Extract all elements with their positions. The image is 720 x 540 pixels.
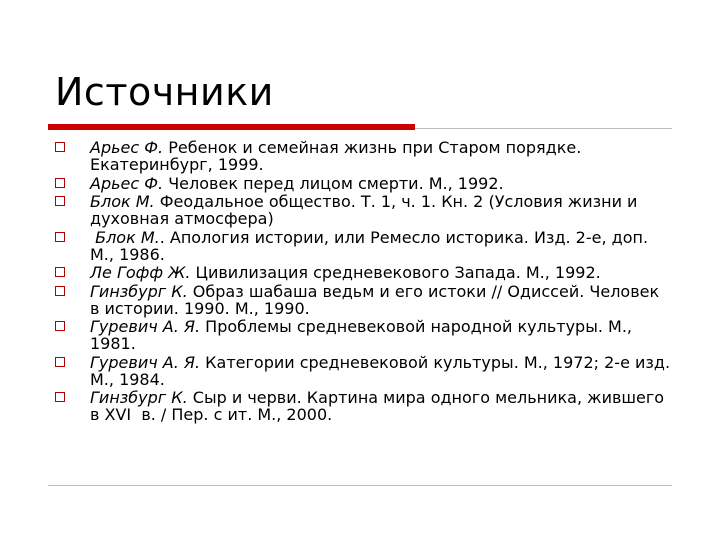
list-item (52, 175, 672, 192)
hollow-square-icon (55, 357, 65, 367)
hollow-square-icon (55, 142, 65, 152)
sources-list (52, 139, 672, 425)
item-text: Образ шабаша ведьм и его истоки // Одиссей. Человек в истории. 1990. М., 1990. (90, 281, 660, 318)
item-text: Феодальное общество. Т. 1, ч. 1. Кн. 2 (Условия жизни и духовная атмосфера) (90, 192, 638, 228)
hollow-square-icon (55, 196, 65, 206)
hollow-square-icon (55, 321, 65, 331)
list-item (52, 193, 672, 227)
list-item (52, 139, 672, 173)
item-text: Проблемы средневековой народной культуры. М., 1981. (90, 317, 632, 353)
list-item (52, 354, 672, 388)
bottom-rule (48, 485, 672, 486)
list-item (52, 229, 672, 263)
item-text: Сыр и черви. Картина мира одного мельника, жившего в XVI в. / Пер. с ит. М., 2000. (90, 388, 670, 424)
slide-title: Источники (55, 70, 274, 114)
item-author: Блок М. (90, 192, 155, 211)
hollow-square-icon (55, 267, 65, 277)
hollow-square-icon (55, 232, 65, 242)
item-author: Блок М. (90, 227, 160, 247)
list-item (52, 283, 672, 317)
item-text: Категории средневековой культуры. М., 1972; 2-е изд. М., 1984. (90, 352, 671, 389)
item-text: Человек перед лицом смерти. М., 1992. (163, 173, 504, 193)
item-author: Арьес Ф. (90, 138, 164, 157)
item-author: Гинзбург К. (90, 388, 188, 407)
list-item (52, 389, 672, 423)
item-author: Гинзбург К. (90, 281, 188, 301)
list-item (52, 264, 672, 281)
item-text: . Апология истории, или Ремесло историка. Изд. 2-е, доп. М., 1986. (90, 227, 649, 264)
item-text: Цивилизация средневекового Запада. М., 1992. (190, 263, 601, 282)
item-text: Ребенок и семейная жизнь при Старом порядке. Екатеринбург, 1999. (90, 138, 582, 174)
title-underline (48, 124, 672, 130)
hollow-square-icon (55, 178, 65, 188)
item-author: Гуревич А. Я. (90, 352, 201, 372)
hollow-square-icon (55, 286, 65, 296)
hollow-square-icon (55, 392, 65, 402)
title-underline-red (48, 124, 415, 130)
item-author: Ле Гофф Ж. (90, 263, 191, 282)
item-author: Гуревич А. Я. (90, 317, 201, 336)
list-item (52, 318, 672, 352)
item-author: Арьес Ф. (90, 173, 164, 193)
